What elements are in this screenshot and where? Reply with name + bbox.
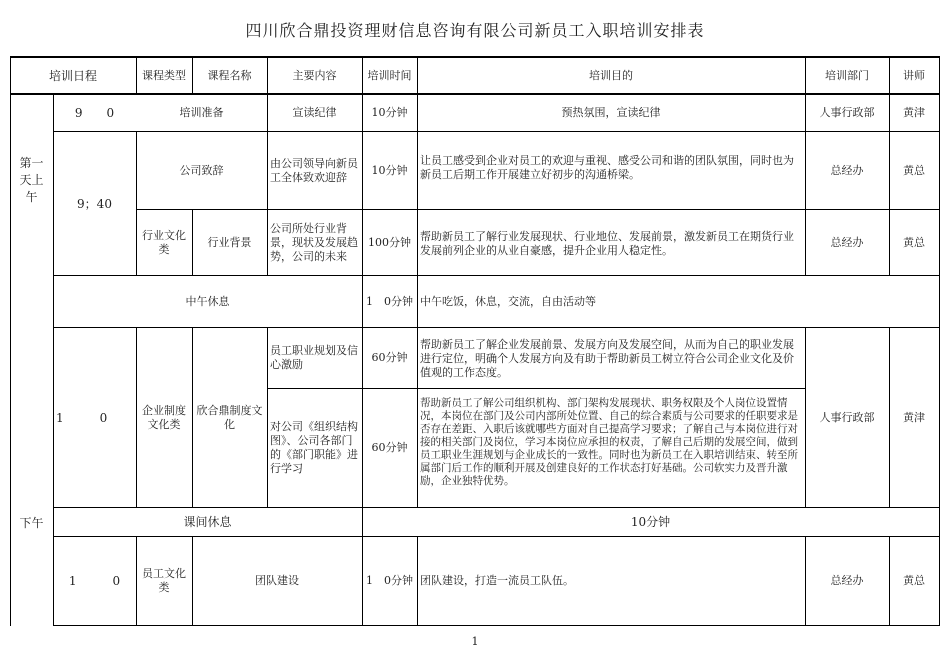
row5-department: 人事行政部 [819,410,875,424]
row3-department: 总经办 [830,235,864,249]
row2-department: 总经办 [830,163,864,177]
row1-time: 9 0 [74,106,115,120]
row8-lecturer: 黄总 [903,574,925,587]
row2-duration: 10分钟 [371,163,408,177]
row8-time: 1 0 [68,574,121,588]
header-lecturer: 讲师 [903,68,925,82]
break-duration: 10分钟 [630,515,671,529]
page-number: 1 [471,635,479,648]
header-content: 主要内容 [292,68,337,82]
header-department: 培训部门 [825,68,869,82]
row3-duration: 100分钟 [368,235,411,249]
day-label-morning: 第一 天上 午 [19,155,44,204]
row6-content: 对公司《组织结构图》、公司各部门的《部门职能》进行学习 [270,420,358,475]
header-purpose: 培训目的 [589,68,633,82]
row5-course-type: 企业制度文化类 [142,403,186,431]
header-duration: 培训时间 [367,68,412,82]
row8-course-type: 员工文化类 [142,567,186,594]
header-schedule: 培训日程 [48,68,97,83]
row8-duration: 1 0分钟 [366,574,413,587]
break-label: 课间休息 [183,515,232,529]
row8-department: 总经办 [830,574,864,587]
row1-duration: 10分钟 [371,106,408,119]
row5-lecturer: 黄津 [903,410,925,424]
header-course-type: 课程类型 [142,68,186,82]
row6-duration: 60分钟 [371,441,408,454]
row3-purpose: 帮助新员工了解行业发展现状、行业地位、发展前景，激发新员工在期货行业发展前列企业的从业自豪感，提升企业用人稳定性。 [420,230,794,257]
row-line [53,625,940,626]
row5-course-name: 欣合鼎制度文化 [196,403,263,431]
row2-content: 由公司领导向新员工全体致欢迎辞 [270,156,358,184]
col-line [10,56,11,626]
row3-lecturer: 黄总 [903,235,925,249]
row8-purpose: 团队建设，打造一流员工队伍。 [420,574,574,587]
row6-purpose: 帮助新员工了解公司组织机构、部门架构发展现状、职务权限及个人岗位设置情况，本岗位在部门及公司内部所处位置、自己的综合素质与公司要求的任职要求是否存在差距、入职后该就哪些方面对自己提高学习要求；了解自己与本岗位进行对接的相关部门及岗位，学习本岗位应承担的权责，了解自己后期的发展空间，做到员工职业生涯规划与企业成长的一致性。同时也为新员工在入职培训结束、转至所属部门后工作的顺利开展及创建良好的工作状态打好基础。公司软实力及晋升激励，企业独特优势。 [420,397,798,487]
row5-time: 1 0 [56,410,108,425]
row1-course-name: 培训准备 [179,106,224,119]
row5-purpose: 帮助新员工了解企业发展前景、发展方向及发展空间，从而为自己的职业发展进行定位，明确个人发展方向及有助于帮助新员工树立符合公司企业文化及价值观的工作态度。 [420,338,794,379]
lunch-duration: 1 0分钟 [366,294,413,308]
row8-course-name: 团队建设 [255,574,299,587]
day-label-afternoon: 下午 [19,516,44,530]
row3-course-name: 行业背景 [207,235,252,249]
row3-content: 公司所处行业背景，现状及发展趋势，公司的未来 [270,221,358,263]
lunch-label: 中午休息 [185,294,230,308]
row2-purpose: 让员工感受到企业对员工的欢迎与重视、感受公司和谐的团队氛围，同时也为新员工后期工作开展建立好初步的沟通桥梁。 [420,154,794,181]
row2-lecturer: 黄总 [903,163,925,177]
row1-content: 宣读纪律 [292,106,337,119]
document-title: 四川欣合鼎投资理财信息咨询有限公司新员工入职培训安排表 [245,21,705,40]
row2-time: 9；40 [77,196,112,211]
row2-course-name: 公司致辞 [179,163,224,177]
row5-duration: 60分钟 [371,351,408,364]
row1-department: 人事行政部 [819,106,875,119]
header-course-name: 课程名称 [207,68,252,82]
table-right-border [939,56,940,626]
lunch-purpose: 中午吃饭，休息，交流，自由活动等 [420,294,596,308]
row1-purpose: 预热氛围，宣读纪律 [561,106,661,119]
row3-course-type: 行业文化类 [142,228,186,256]
row5-content: 员工职业规划及信心激励 [270,344,358,371]
row1-lecturer: 黄津 [903,106,925,119]
